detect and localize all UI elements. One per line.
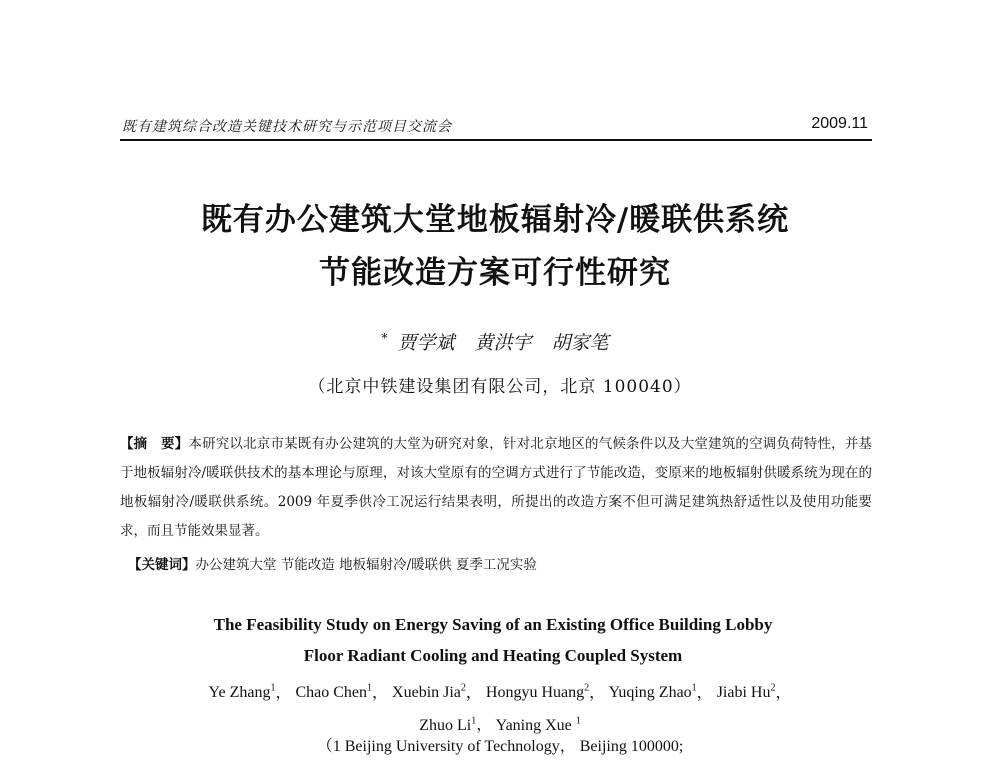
authors-en-line2: Zhuo Li$^1$， Yaning Xue $^1$ (419, 715, 581, 734)
affiliation-cn: （北京中铁建设集团有限公司，北京 100040） (308, 377, 692, 397)
abstract (120, 430, 872, 546)
author-cn-2: 黄洪宇 (474, 332, 532, 354)
author-en: Yuqing Zhao$^1$ (608, 683, 697, 702)
authors-en (0, 675, 1000, 740)
keywords-label: 【关键词】 (128, 557, 196, 573)
header-rule (120, 139, 872, 141)
corresponding-mark: * (381, 331, 388, 345)
authors-cn (0, 328, 1000, 355)
author-en: Jiabi Hu$^2$ (716, 683, 776, 702)
header-date: 2009.11 (811, 115, 868, 132)
conference-name: 既有建筑综合改造关键技术研究与示范项目交流会 (122, 119, 452, 135)
title-en-line2: Floor Radiant Cooling and Heating Coupled System (303, 646, 683, 665)
affiliation-en: （1 Beijing University of Technology， Beijing 100000; (316, 738, 684, 755)
keywords-text: 办公建筑大堂 节能改造 地板辐射冷/暖联供 夏季工况实验 (195, 557, 537, 573)
author-en: Yaning Xue $^1$ (495, 715, 581, 734)
authors-en-line1: Ye Zhang$^1$， Chao Chen$^1$， Xuebin Jia$^2$， Hongyu Huang$^2$， Yuqing Zhao$^1$， Jiabi Hu$^2$， (208, 683, 792, 702)
title-en-line1: The Feasibility Study on Energy Saving of an Existing Office Building Lobby (213, 615, 773, 634)
abstract-text: 本研究以北京市某既有办公建筑的大堂为研究对象，针对北京地区的气候条件以及大堂建筑的空调负荷特性，并基于地板辐射冷/暖联供技术的基本理论与原理，对该大堂原有的空调方式进行了节能改造，变原来的地板辐射供暖系统为现在的地板辐射冷/暖联供系统。2009 年夏季供冷工况运行结果表明，所提出的改造方案不但可满足建筑热舒适性以及使用功能要求，而且节能效果显著。 (120, 436, 873, 539)
keywords (128, 553, 537, 573)
author-en: Ye Zhang$^1$ (208, 683, 276, 702)
author-en: Zhuo Li$^1$ (419, 715, 477, 734)
author-en: Xuebin Jia$^2$ (392, 683, 466, 702)
author-en: Hongyu Huang$^2$ (485, 683, 590, 702)
abstract-label: 【摘 要】 (120, 436, 189, 452)
running-header (120, 108, 872, 140)
author-en: Chao Chen$^1$ (295, 683, 373, 702)
author-cn-1: 贾学斌 (397, 332, 455, 354)
title-cn-line2: 节能改造方案可行性研究 (319, 255, 671, 291)
author-cn-3: 胡家笔 (551, 332, 609, 354)
title-cn-line1: 既有办公建筑大堂地板辐射冷/暖联供系统 (200, 202, 790, 238)
